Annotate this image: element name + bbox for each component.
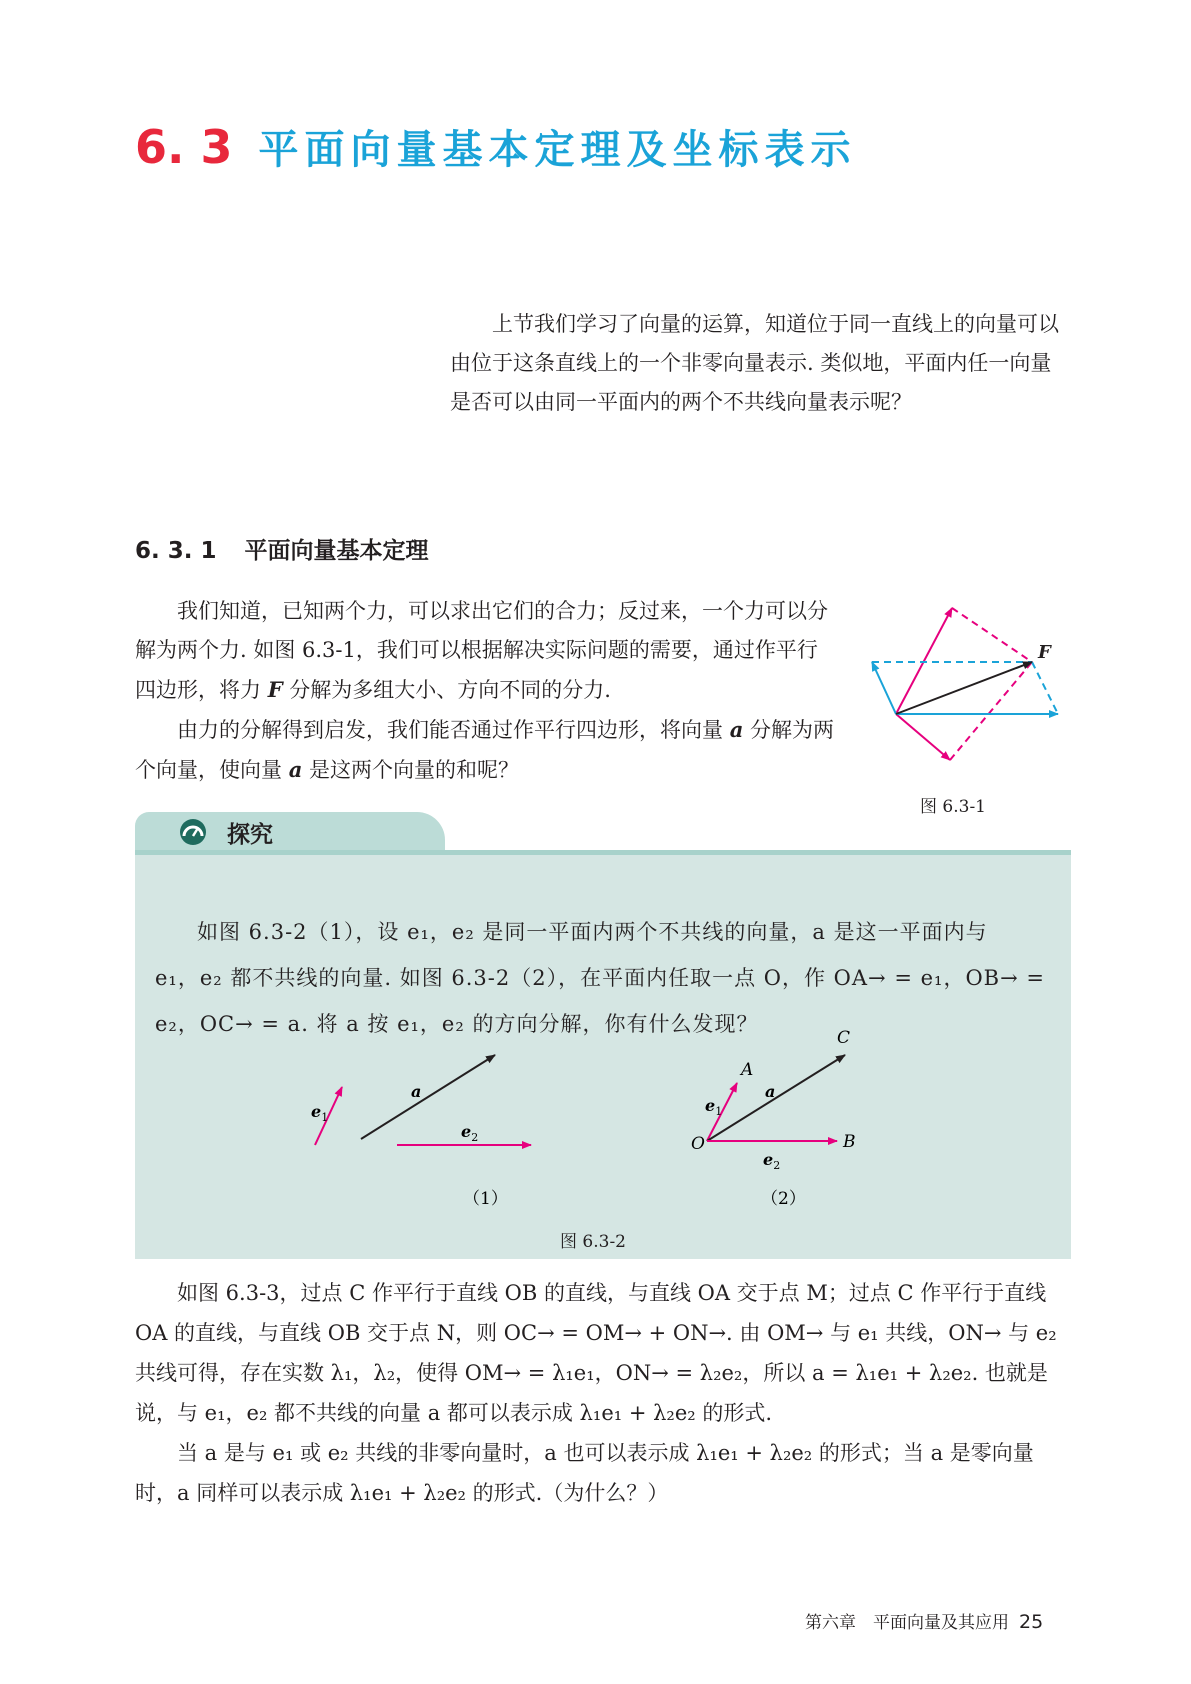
explore-line: e₁，e₂ 都不共线的向量. 如图 6.3-2（2），在平面内任取一点 O，作 OA→ = e₁，OB→ = <box>155 966 1045 990</box>
explore-line: 如图 6.3-2（1），设 e₁，e₂ 是同一平面内两个不共线的向量，a 是这一平面内与 <box>197 920 988 944</box>
subsection-number: 6. 3. 1 <box>135 538 217 564</box>
paragraph-force-b: 分解为多组大小、方向不同的分力. <box>282 678 611 702</box>
chapter-title: 第六章 平面向量及其应用 <box>805 1613 1009 1633</box>
subsection-title <box>135 532 429 565</box>
paragraph-force-a: 我们知道，已知两个力，可以求出它们的合力；反过来，一个力可以分解为两个力. 如图 6.3-1，我们可以根据解决实际问题的需要，通过作平行四边形，将力 <box>135 599 828 702</box>
explore-label: 探究 <box>227 822 273 848</box>
e2-label: $e_2$ <box>461 1122 479 1144</box>
explore-tab <box>135 812 445 852</box>
force-component-down <box>896 714 950 760</box>
page-number: 25 <box>1019 1611 1044 1633</box>
paragraph-question <box>135 710 835 790</box>
explore-line: e₂，OC→ = a. 将 a 按 e₁，e₂ 的方向分解，你有什么发现？ <box>155 1012 759 1036</box>
speedometer-icon <box>179 818 207 846</box>
explore-box <box>135 812 1071 1254</box>
vector-OC <box>707 1055 845 1141</box>
paragraph-force <box>135 592 835 710</box>
force-F-label: F <box>1038 642 1051 663</box>
explore-content <box>135 850 1071 1259</box>
paragraph-question-a: 由力的分解得到启发，我们能否通过作平行四边形，将向量 <box>177 718 730 742</box>
force-component-left <box>872 662 896 714</box>
e2-label: $e_2$ <box>763 1150 781 1172</box>
section-title <box>135 118 857 175</box>
intro-paragraph: 上节我们学习了向量的运算，知道位于同一直线上的向量可以由位于这条直线上的一个非零向量表示. 类似地，平面内任一向量是否可以由同一平面内的两个不共线向量表示呢？ <box>450 312 1059 414</box>
point-O-label: O <box>691 1134 705 1154</box>
subsection-heading: 平面向量基本定理 <box>244 538 429 564</box>
section-number: 6. 3 <box>135 120 233 174</box>
subfigure-2-caption: （2） <box>761 1189 806 1209</box>
figure-6-3-2-caption: 图 6.3-2 <box>560 1232 626 1252</box>
subfigure-1-caption: （1） <box>463 1189 508 1209</box>
decomposition-text <box>135 1273 1075 1513</box>
paragraph-question-c: 是这两个向量的和呢？ <box>302 758 519 782</box>
point-C-label: C <box>837 1028 851 1048</box>
vector-a-symbol: a <box>729 717 744 742</box>
dashed-line <box>1032 662 1058 714</box>
paragraph-decomposition: 如图 6.3-3，过点 C 作平行于直线 OB 的直线，与直线 OA 交于点 M；过点 C 作平行于直线 OA 的直线，与直线 OB 交于点 N，则 OC→ = OM→ + ON→. 由 OM→ 与 e₁ 共线，ON→ 与 e₂ 共线可得，存在实数 λ₁，λ₂，使得 OM→ = λ₁e₁，ON→ = λ₂e₂，所以 a = λ₁e₁ + λ₂e₂. 也就是说，与 e₁，e₂ 都不共线的向量 a 都可以表示成 λ₁e₁ + λ₂e₂ 的形式. <box>135 1281 1057 1425</box>
e1-label: $e_1$ <box>311 1102 329 1124</box>
vector-a <box>361 1055 495 1139</box>
a-label: a <box>765 1082 776 1101</box>
force-symbol: F <box>267 677 283 702</box>
page-footer <box>805 1608 1043 1633</box>
a-label: a <box>411 1082 422 1101</box>
paragraph-special-cases: 当 a 是与 e₁ 或 e₂ 共线的非零向量时，a 也可以表示成 λ₁e₁ + λ₂e₂ 的形式；当 a 是零向量时，a 同样可以表示成 λ₁e₁ + λ₂e₂ 的形式.（为什么？） <box>135 1441 1034 1505</box>
figure-6-3-2 <box>295 1025 915 1225</box>
point-A-label: A <box>741 1060 754 1080</box>
section-heading: 平面向量基本定理及坐标表示 <box>258 127 857 173</box>
e1-label: $e_1$ <box>705 1096 723 1118</box>
figure-6-3-1 <box>860 600 1080 780</box>
figure-6-3-1-caption: 图 6.3-1 <box>920 797 986 817</box>
point-B-label: B <box>843 1132 856 1152</box>
force-F-vector <box>896 662 1032 714</box>
force-decomposition-text <box>135 592 835 790</box>
paragraph-question-b: 分解为两个向量，使向量 <box>135 718 834 782</box>
vector-a-symbol: a <box>288 757 303 782</box>
dashed-line <box>952 608 1032 662</box>
